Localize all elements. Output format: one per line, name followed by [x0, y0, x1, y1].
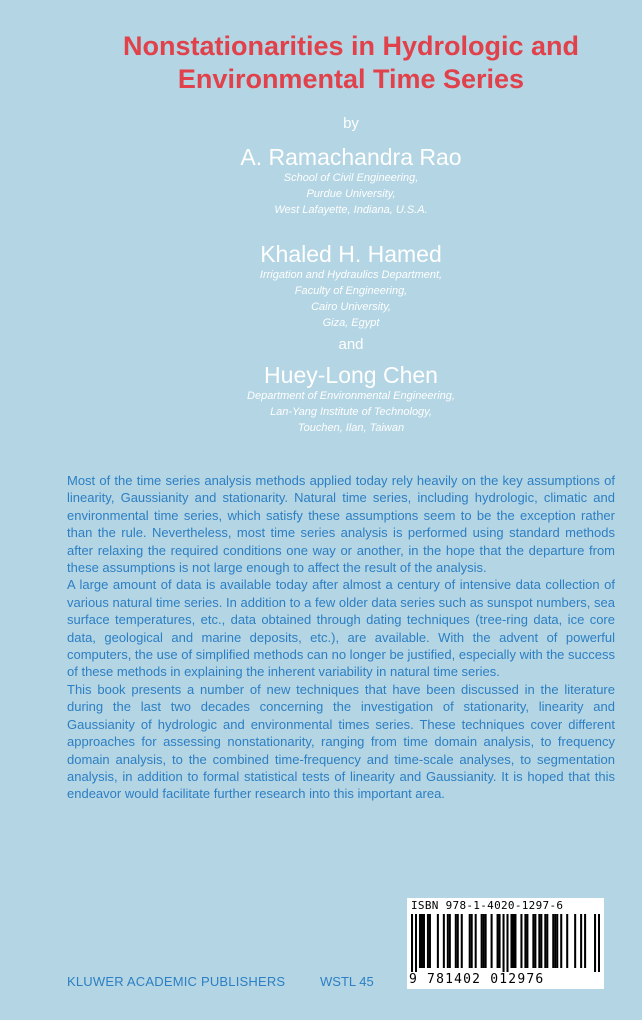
barcode-bar — [419, 914, 421, 968]
barcode-bar — [461, 914, 463, 968]
barcode-bars — [411, 914, 600, 972]
author-block-1 — [60, 144, 642, 218]
barcode-bar — [514, 914, 516, 968]
barcode-bar — [427, 914, 429, 968]
barcode-bar — [415, 914, 417, 972]
description-paragraph: A large amount of data is available today after almost a century of intensive data collection of various natural time series. In addition to a few older data series such as sunspot numbers, sea surface temperatures, etc., data obtained through dating techniques (tree-ring data, ice core data, geological and marine deposits, etc.), are available. With the advent of powerful computers, the use of simplified methods can no longer be justified, especially with the success of these methods in explaining the inherent variability in natural time series. — [67, 577, 615, 680]
author-affiliation — [60, 388, 642, 436]
affiliation-line: Faculty of Engineering, — [294, 285, 408, 297]
barcode-bar — [538, 914, 540, 968]
book-title-line-1: Nonstationarities in Hydrologic and — [122, 31, 580, 61]
barcode-bar — [554, 914, 556, 968]
barcode-bar — [449, 914, 451, 968]
author-block-3 — [60, 362, 642, 436]
book-title — [60, 30, 642, 96]
author-affiliation — [60, 267, 642, 331]
barcode-bar — [526, 914, 528, 968]
barcode-bar — [540, 914, 542, 968]
barcode-bar — [443, 914, 445, 968]
barcode-bar — [594, 914, 596, 972]
isbn-barcode — [407, 898, 604, 989]
barcode-bar — [574, 914, 576, 968]
book-description — [67, 472, 615, 803]
affiliation-line: Purdue University, — [306, 188, 396, 200]
affiliation-line: Lan-Yang Institute of Technology, — [270, 406, 432, 418]
barcode-bar — [481, 914, 483, 968]
affiliation-line: Department of Environmental Engineering, — [247, 390, 455, 402]
and-label: and — [338, 336, 364, 353]
barcode-bar — [552, 914, 554, 968]
barcode-bar — [520, 914, 522, 968]
barcode-bar — [512, 914, 514, 968]
barcode-bar — [598, 914, 600, 972]
barcode-bar — [447, 914, 449, 968]
barcode-bar — [437, 914, 439, 968]
barcode-bar — [457, 914, 459, 968]
book-title-line-2: Environmental Time Series — [177, 64, 525, 94]
barcode-bar — [534, 914, 536, 968]
affiliation-line: Giza, Egypt — [322, 317, 380, 329]
barcode-bar — [546, 914, 548, 968]
affiliation-line: School of Civil Engineering, — [283, 172, 419, 184]
barcode-bar — [556, 914, 558, 968]
publisher-name: KLUWER ACADEMIC PUBLISHERS — [67, 974, 286, 989]
affiliation-line: West Lafayette, Indiana, U.S.A. — [274, 204, 428, 216]
barcode-bar — [423, 914, 425, 968]
barcode-bar — [469, 914, 471, 968]
barcode-bar — [524, 914, 526, 968]
barcode-bar — [471, 914, 473, 968]
barcode-digits: 9 781402 012976 — [409, 972, 545, 987]
barcode-bar — [560, 914, 562, 968]
barcode-bar — [421, 914, 423, 968]
barcode-bar — [491, 914, 493, 968]
barcode-bar — [411, 914, 413, 972]
author-name: Khaled H. Hamed — [260, 241, 442, 267]
barcode-bar — [544, 914, 546, 968]
barcode-bar — [475, 914, 477, 968]
barcode-bar — [429, 914, 431, 968]
author-name: A. Ramachandra Rao — [240, 144, 462, 170]
affiliation-line: Cairo University, — [311, 301, 391, 313]
description-paragraph: This book presents a number of new techniques that have been discussed in the literature during the last two decades concerning the investigation of stationarity, linearity and Gaussianity of hydrologic and environmental times series. These techniques cover different approaches for assessing nonstationarity, ranging from time domain analysis, to frequency domain analysis, to the combined time-frequency and time-scale analyses, to segmentation analysis, in addition to formal statistical tests of linearity and Gaussianity. It is hoped that this endeavor would facilitate further research into this important area. — [67, 681, 615, 802]
barcode-bar — [499, 914, 501, 968]
series-label: WSTL 45 — [320, 974, 374, 989]
barcode-bar — [455, 914, 457, 968]
isbn-label: ISBN 978-1-4020-1297-6 — [411, 899, 564, 912]
barcode-bar — [503, 914, 505, 972]
barcode-bar — [566, 914, 568, 968]
author-block-2 — [60, 241, 642, 331]
barcode-bar — [510, 914, 512, 968]
by-label: by — [343, 115, 359, 132]
author-affiliation — [60, 170, 642, 218]
barcode-bar — [483, 914, 485, 968]
barcode-bar — [506, 914, 508, 972]
affiliation-line: Irrigation and Hydraulics Department, — [259, 269, 443, 281]
barcode-bar — [584, 914, 586, 968]
author-name: Huey-Long Chen — [264, 362, 438, 388]
barcode-bar — [532, 914, 534, 968]
barcode-bar — [485, 914, 487, 968]
description-paragraph: Most of the time series analysis methods applied today rely heavily on the key assumptions of linearity, Gaussianity and stationarity. Natural time series, including hydrologic, climatic and environmental time series, which satisfy these assumptions seem to be the exception rather than the rule. Nevertheless, most time series analysis is performed using standard methods after relaxing the required conditions one way or another, in the hope that the departure from these assumptions is not large enough to affect the result of the analysis. — [67, 473, 615, 576]
affiliation-line: Touchen, Ilan, Taiwan — [297, 422, 405, 434]
barcode-bar — [580, 914, 582, 968]
barcode-bar — [497, 914, 499, 968]
